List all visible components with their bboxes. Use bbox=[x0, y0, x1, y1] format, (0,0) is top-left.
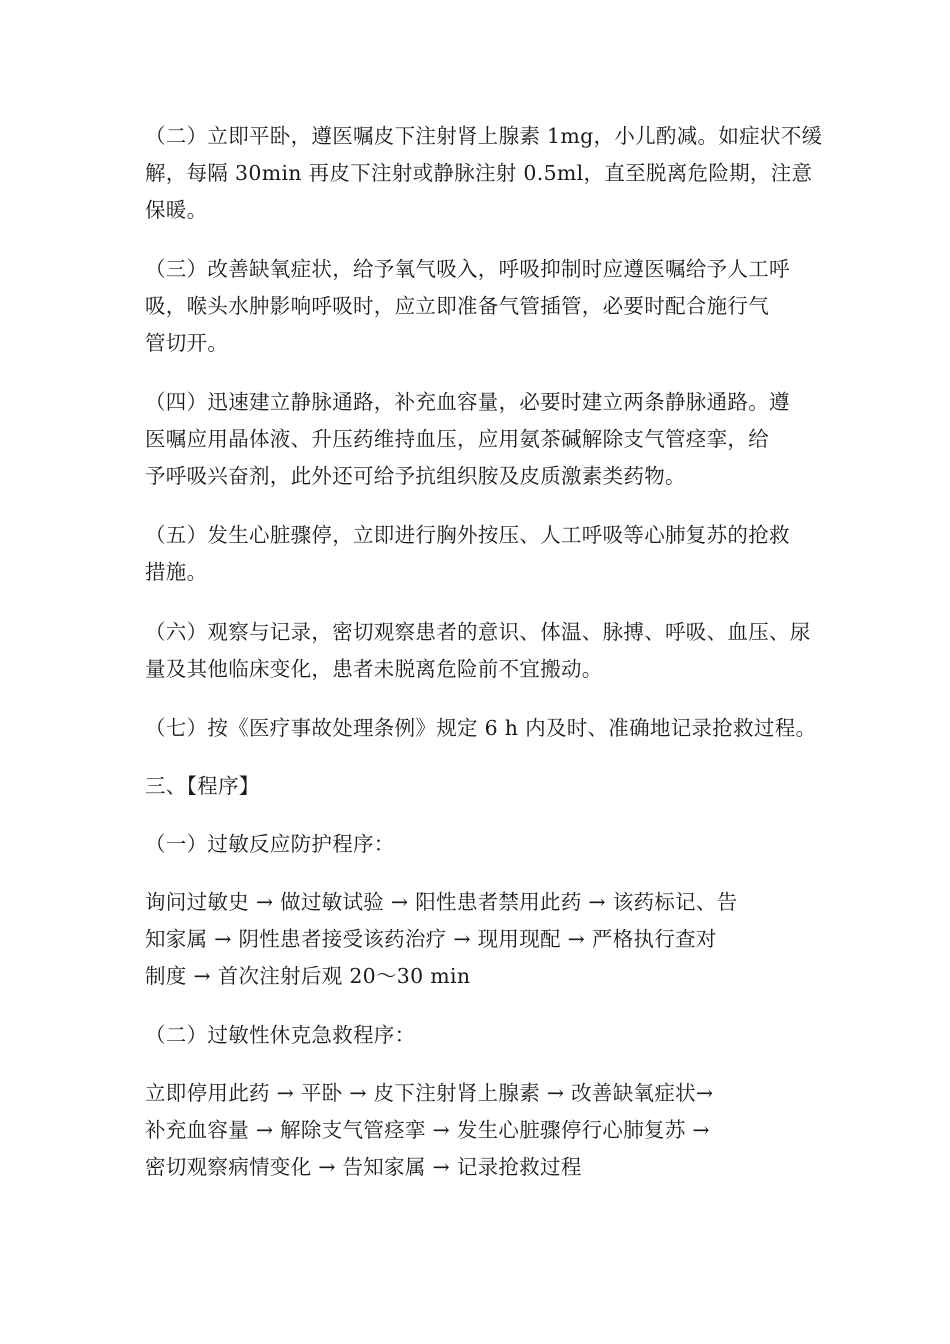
text-line: （六）观察与记录，密切观察患者的意识、体温、脉搏、呼吸、血压、尿 bbox=[145, 620, 811, 644]
paragraph-3 bbox=[145, 251, 810, 362]
text-line: 吸，喉头水肿影响呼吸时，应立即准备气管插管，必要时配合施行气 bbox=[145, 294, 769, 318]
procedure-2-flow bbox=[145, 1075, 810, 1186]
paragraph-4 bbox=[145, 384, 810, 495]
flow-line: 补充血容量 → 解除支气管痉挛 → 发生心脏骤停行心肺复苏 → bbox=[145, 1118, 710, 1142]
procedure-2-title: （二）过敏性休克急救程序： bbox=[145, 1023, 416, 1047]
text-line: 解，每隔 30min 再皮下注射或静脉注射 0.5ml，直至脱离危险期，注意 bbox=[145, 161, 813, 185]
flow-line: 密切观察病情变化 → 告知家属 → 记录抢救过程 bbox=[145, 1155, 582, 1179]
text-line: （二）立即平卧，遵医嘱皮下注射肾上腺素 1mg，小儿酌减。如症状不缓 bbox=[145, 124, 823, 148]
text-line: 予呼吸兴奋剂，此外还可给予抗组织胺及皮质激素类药物。 bbox=[145, 464, 686, 488]
paragraph-6 bbox=[145, 614, 810, 688]
text-line: （五）发生心脏骤停，立即进行胸外按压、人工呼吸等心肺复苏的抢救 bbox=[145, 523, 790, 547]
flow-line: 询问过敏史 → 做过敏试验 → 阳性患者禁用此药 → 该药标记、告 bbox=[145, 890, 738, 914]
text-line: 医嘱应用晶体液、升压药维持血压，应用氨茶碱解除支气管痉挛，给 bbox=[145, 427, 769, 451]
paragraph-5 bbox=[145, 517, 810, 591]
text-line: 量及其他临床变化，患者未脱离危险前不宜搬动。 bbox=[145, 657, 603, 681]
flow-line: 立即停用此药 → 平卧 → 皮下注射肾上腺素 → 改善缺氧症状→ bbox=[145, 1081, 714, 1105]
text-line: （三）改善缺氧症状，给予氧气吸入，呼吸抑制时应遵医嘱给予人工呼 bbox=[145, 257, 790, 281]
text-line: 管切开。 bbox=[145, 331, 229, 355]
paragraph-2 bbox=[145, 118, 823, 229]
procedure-1-flow bbox=[145, 884, 810, 995]
text-line: 保暖。 bbox=[145, 198, 208, 222]
text-line: （七）按《医疗事故处理条例》规定 6 h 内及时、准确地记录抢救过程。 bbox=[145, 716, 817, 740]
flow-line: 知家属 → 阴性患者接受该药治疗 → 现用现配 → 严格执行查对 bbox=[145, 927, 717, 951]
text-line: （四）迅速建立静脉通路，补充血容量，必要时建立两条静脉通路。遵 bbox=[145, 390, 790, 414]
paragraph-7 bbox=[145, 710, 817, 747]
flow-line: 制度 → 首次注射后观 20～30 min bbox=[145, 964, 471, 988]
section-heading: 三、【程序】 bbox=[145, 774, 260, 798]
procedure-1-title: （一）过敏反应防护程序： bbox=[145, 832, 395, 856]
text-line: 措施。 bbox=[145, 560, 208, 584]
